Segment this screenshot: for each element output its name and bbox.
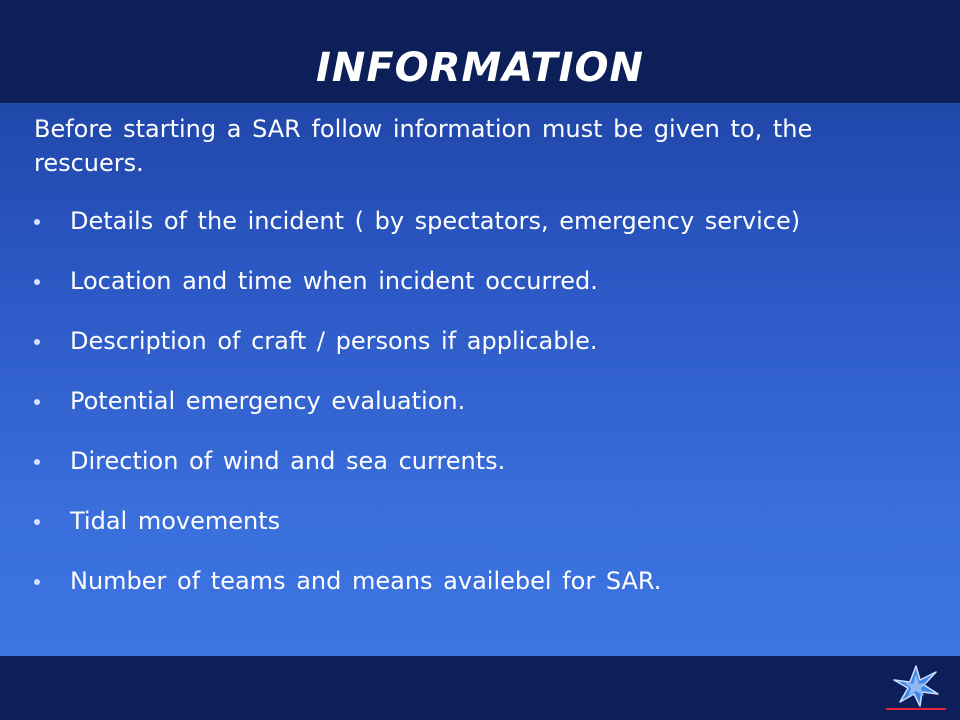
bullet-dot-icon (34, 219, 40, 225)
bullet-item (34, 444, 914, 478)
slide-content (34, 112, 914, 598)
bullet-dot-icon (34, 399, 40, 405)
bullet-dot-icon (34, 579, 40, 585)
footer-bar (0, 656, 960, 720)
bullet-item (34, 324, 914, 358)
star-logo-icon (886, 662, 946, 712)
slide-title: INFORMATION (315, 45, 645, 91)
intro-text: Before starting a SAR follow information must be given to, the rescuers. (34, 115, 813, 177)
bullet-text: Potential emergency evaluation. (70, 387, 466, 415)
bullet-text: Details of the incident ( by spectators, emergency service) (70, 207, 801, 235)
bullet-text: Direction of wind and sea currents. (70, 447, 506, 475)
bullet-item (34, 384, 914, 418)
bullet-dot-icon (34, 279, 40, 285)
bullet-item (34, 264, 914, 298)
bullet-item (34, 564, 914, 598)
bullet-dot-icon (34, 339, 40, 345)
bullet-text: Description of craft / persons if applicable. (70, 327, 598, 355)
logo-underline (886, 708, 946, 710)
bullet-dot-icon (34, 519, 40, 525)
bullet-item (34, 204, 914, 238)
bullet-item (34, 504, 914, 538)
bullet-dot-icon (34, 459, 40, 465)
bullet-text: Location and time when incident occurred. (70, 267, 598, 295)
bullet-text: Tidal movements (70, 507, 281, 535)
bullet-list (34, 204, 914, 598)
bullet-text: Number of teams and means availebel for SAR. (70, 567, 662, 595)
